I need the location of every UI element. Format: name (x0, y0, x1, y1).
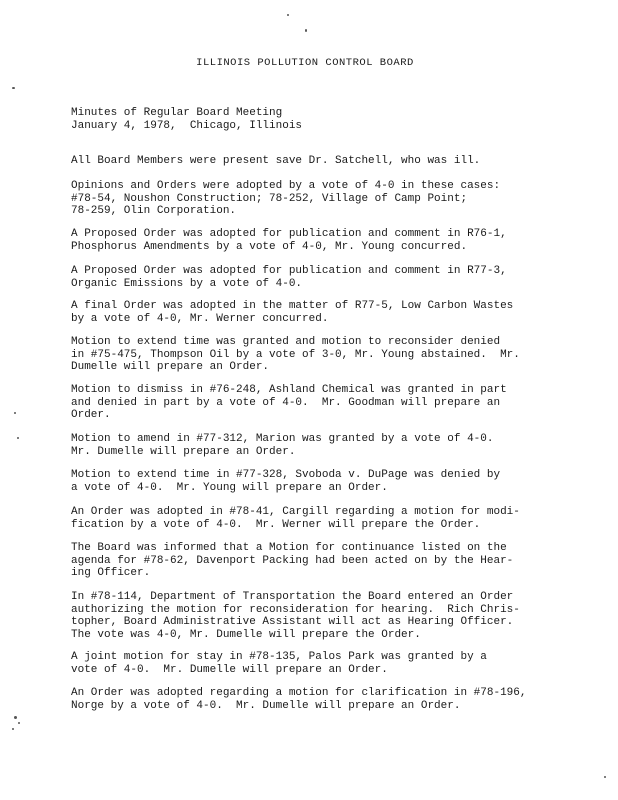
scan-speck (14, 716, 17, 719)
scan-speck (12, 728, 14, 730)
meeting-heading: Minutes of Regular Board Meeting (71, 107, 283, 119)
meeting-header (71, 107, 302, 132)
scan-speck (12, 87, 15, 89)
meeting-date-location: January 4, 1978, Chicago, Illinois (71, 119, 303, 132)
document-title: ILLINOIS POLLUTION CONTROL BOARD (196, 57, 414, 69)
paragraph-attendance: All Board Members were present save Dr. Satchell, who was ill. (71, 155, 481, 167)
paragraph-r77-3: A Proposed Order was adopted for publication and comment in R77-3, Organic Emissions by a vote of 4-0. (71, 265, 507, 290)
paragraph-78-196: An Order was adopted regarding a motion for clarification in #78-196, Norge by a vote of 4-0. Mr. Dumelle will prepare an Order. (71, 687, 527, 712)
paragraph-77-312: Motion to amend in #77-312, Marion was granted by a vote of 4-0. Mr. Dumelle will prepare an Order. (71, 433, 494, 458)
paragraph-78-41: An Order was adopted in #78-41, Cargill regarding a motion for modi- fication by a vote of 4-0. Mr. Werner will prepare the Order. (71, 506, 520, 531)
paragraph-76-248: Motion to dismiss in #76-248, Ashland Chemical was granted in part and denied in part by a vote of 4-0. Mr. Goodman will prepare an Order. (71, 384, 507, 421)
paragraph-78-62: The Board was informed that a Motion for continuance listed on the agenda for #78-62, Davenport Packing had been acted on by the Hear- ing Officer. (71, 542, 514, 579)
paragraph-77-328: Motion to extend time in #77-328, Svoboda v. DuPage was denied by a vote of 4-0. Mr. Young will prepare an Order. (71, 469, 501, 494)
paragraph-r77-5: A final Order was adopted in the matter of R77-5, Low Carbon Wastes by a vote of 4-0, Mr. Werner concurred. (71, 300, 514, 325)
paragraph-78-135: A joint motion for stay in #78-135, Palos Park was granted by a vote of 4-0. Mr. Dumelle will prepare an Order. (71, 651, 487, 676)
scan-speck (14, 412, 16, 414)
scan-speck (18, 722, 20, 724)
scan-speck (287, 14, 289, 16)
paragraph-r76-1: A Proposed Order was adopted for publication and comment in R76-1, Phosphorus Amendments by a vote of 4-0, Mr. Young concurred. (71, 228, 507, 253)
scan-speck (305, 29, 307, 32)
scan-speck (17, 437, 19, 439)
paragraph-75-475: Motion to extend time was granted and motion to reconsider denied in #75-475, Thompson Oil by a vote of 3-0, Mr. Young abstained. Mr. Dumelle will prepare an Order. (71, 336, 520, 373)
scan-speck (604, 776, 606, 778)
paragraph-opinions-adopted: Opinions and Orders were adopted by a vote of 4-0 in these cases: #78-54, Noushon Construction; 78-252, Village of Camp Point; 78-259, Olin Corporation. (71, 180, 501, 217)
paragraph-78-114: In #78-114, Department of Transportation the Board entered an Order authorizing the motion for reconsideration for hearing. Rich Chris- topher, Board Administrative Assistant will act as Hearing Officer. The vote was 4-0, Mr. Dumelle will prepare the Order. (71, 591, 520, 641)
